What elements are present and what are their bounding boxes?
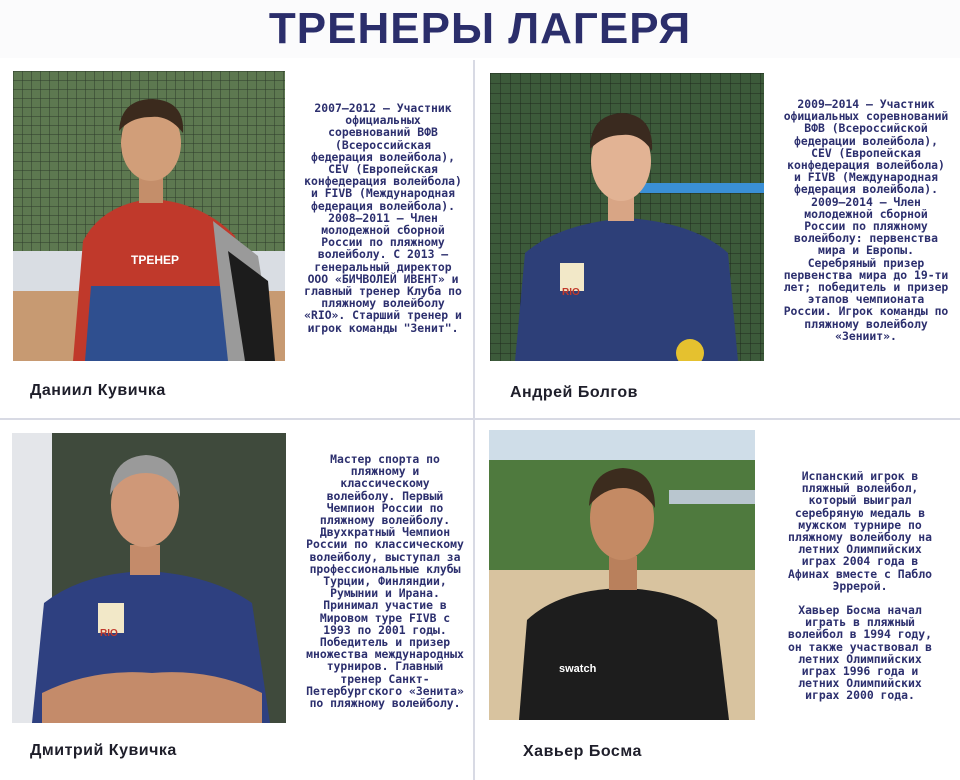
coach-card-2 xyxy=(475,60,960,418)
coach-bio-2-paragraph: 2009–2014 – Участник официальных соревнований ВФВ (Всероссийской федерации волейбола), CEV (Европейская конфедерация волейбола) и FIVB (Международная федерация волейбола). 2009–2014 – Член молодежной сборной России по пляжному волейболу: первенства мира и Европы. Серебряный призер первенства мира до 19-ти лет; победитель и призер этапов чемпионата России. Игрок команды по пляжному волейболу «Зениит». xyxy=(783,97,949,343)
coach-bio-4-paragraph-2: Хавьер Босма начал играть в пляжный волейбол в 1994 году, он также участвовал в летних Олимпийских играх 1996 года и летних Олимпийских играх 2000 года. xyxy=(787,603,932,703)
shirt-text-1: ТРЕНЕР xyxy=(131,253,180,267)
shirt-text-3: RIO xyxy=(100,628,118,639)
coach-bio-4-paragraph-1: Испанский игрок в пляжный волейбол, который выиграл серебряную медаль в мужском турнире по пляжному волейболу на летних Олимпийских играх 2004 года в Афинах вместе с Пабло Эррерой. xyxy=(787,469,932,593)
coach-photo-4 xyxy=(489,430,755,720)
coach-name-3: Дмитрий Кувичка xyxy=(30,742,177,759)
coach-bio-1-paragraph: 2007–2012 – Участник официальных соревнований ВФВ (Всероссийская федерация волейбола), CEV (Европейская конфедерация волейбола) и FIVB (Международная федерация волейбола). 2008–2011 – Член молодежной сборной России по пляжному волейболу. С 2013 – генеральный директор ООО «БИЧВОЛЕЙ ИВЕНТ» и главный тренер Клуба по пляжному волейболу «RIO». Старший тренер и игрок команды "Зенит". xyxy=(304,101,462,335)
coach-card-1 xyxy=(0,60,473,418)
page-title: ТРЕНЕРЫ ЛАГЕРЯ xyxy=(0,0,960,58)
coach-photo-3 xyxy=(12,433,286,723)
coach-bio-3 xyxy=(305,453,465,709)
coach-card-3 xyxy=(0,420,473,780)
coach-bio-3-paragraph: Мастер спорта по пляжному и классическому волейболу. Первый Чемпион России по пляжному волейболу. Двухкратный Чемпион России по классическому волейболу, выступал за профессиональные клубы Турции, Финляндии, Румынии и Ирана. Принимал участие в Мировом туре FIVB с 1993 по 2001 годы. Победитель и призер множества международных турниров. Главный тренер Санкт-Петербургского «Зенита» по пляжному волейболу. xyxy=(306,452,464,711)
coach-bio-2 xyxy=(782,98,950,342)
coach-bio-1 xyxy=(303,102,463,334)
coach-name-4: Хавьер Босма xyxy=(523,743,642,760)
coach-card-4 xyxy=(475,420,960,780)
shirt-text-4: swatch xyxy=(559,663,597,675)
coach-photo-1 xyxy=(13,71,285,361)
coach-photo-2 xyxy=(490,73,764,361)
coach-name-1: Даниил Кувичка xyxy=(30,382,166,399)
shirt-text-2: RIO xyxy=(562,287,580,298)
coach-bio-4 xyxy=(785,470,935,702)
coach-name-2: Андрей Болгов xyxy=(510,384,638,401)
